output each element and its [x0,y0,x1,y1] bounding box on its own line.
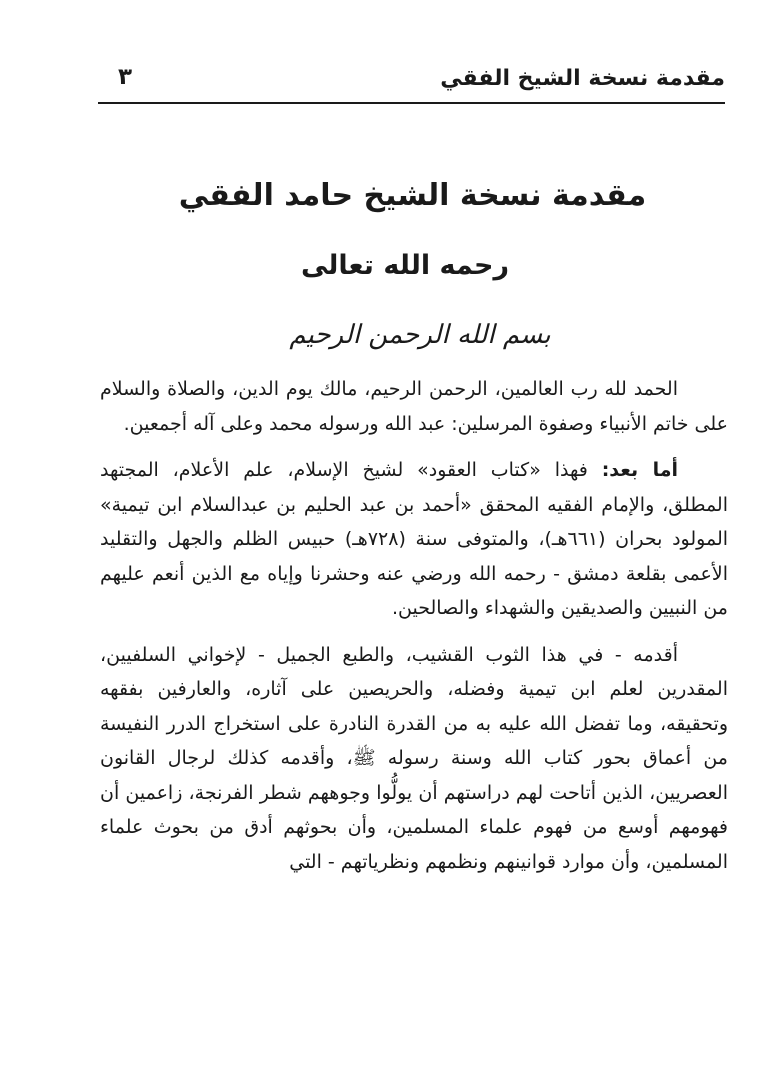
paragraph-lead: أما بعد: [601,459,678,481]
body-text [100,372,728,891]
page-title: مقدمة نسخة الشيخ حامد الفقي [178,178,647,213]
paragraph-dedication: أقدمه - في هذا الثوب القشيب، والطبع الجميل - لإخواني السلفيين، المقدرين لعلم ابن تيمية وفضله، والحريصين على آثاره، والعارفين بفقهه وتحقيقه، وما تفضل الله عليه به من القدرة النادرة على استخراج الدرر النفيسة من أعماق بحور كتاب الله وسنة رسوله ﷺ، وأقدمه كذلك لرجال القانون العصريين، الذين أتاحت لهم دراستهم أن يولُّوا وجوههم شطر الفرنجة، زاعمين أن فهومهم أوسع من فهوم علماء المسلمين، وأن بحوثهم أدق من بحوث علماء المسلمين، وأن موارد قوانينهم ونظمهم ونظرياتهم - التي [100,643,728,873]
paragraph-introduction [100,453,728,626]
page-subtitle: رحمه الله تعالى [300,250,510,281]
running-title: مقدمة نسخة الشيخ الفقي [440,66,725,91]
running-header [98,58,725,104]
paragraph-introduction-text: فهذا «كتاب العقود» لشيخ الإسلام، علم الأعلام، المجتهد المطلق، والإمام الفقيه المحقق «أحمد بن عبد الحليم بن عبدالسلام ابن تيمية» المولود بحران (٦٦١هـ)، والمتوفى سنة (٧٢٨هـ) حبيس الظلم والجهل والتقليد الأعمى بقلعة دمشق - رحمه الله ورضي عنه وحشرنا وإياه مع الذين أنعم عليهم من النبيين والصديقين والشهداء والصالحين. [100,459,729,619]
page-number: ٣ [118,64,133,90]
basmala: بسم الله الرحمن الرحيم [289,320,551,350]
paragraph-praise: الحمد لله رب العالمين، الرحمن الرحيم، مالك يوم الدين، والصلاة والسلام على خاتم الأنبياء وصفوة المرسلين: عبد الله ورسوله محمد وعلى آله أجمعين. [100,378,728,435]
